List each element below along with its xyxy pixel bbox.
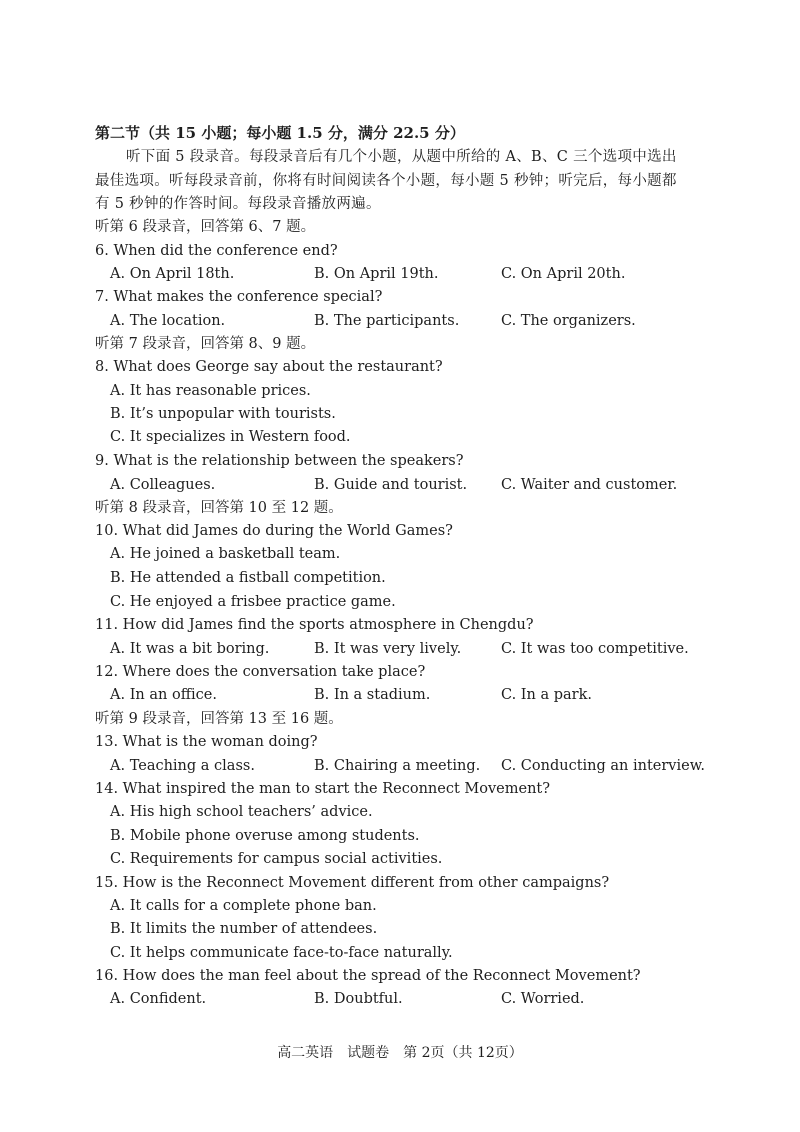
option-a: A. Colleagues. xyxy=(110,477,216,493)
option-b: B. It’s unpopular with tourists. xyxy=(110,406,336,422)
question-stem: 15. How is the Reconnect Movement different from other campaigns? xyxy=(95,875,610,891)
option-c: C. On April 20th. xyxy=(501,266,626,282)
option-b: B. Mobile phone overuse among students. xyxy=(110,828,420,844)
group-label: 听第 9 段录音，回答第 13 至 16 题。 xyxy=(95,711,343,727)
instructions-line-3: 有 5 秒钟的作答时间。每段录音播放两遍。 xyxy=(95,196,381,212)
option-a: A. Teaching a class. xyxy=(110,758,255,774)
group-label: 听第 6 段录音，回答第 6、7 题。 xyxy=(95,219,316,235)
question-stem: 9. What is the relationship between the speakers? xyxy=(95,453,464,469)
group-label: 听第 7 段录音，回答第 8、9 题。 xyxy=(95,336,316,352)
section-heading: 第二节（共 15 小题；每小题 1.5 分，满分 22.5 分） xyxy=(95,124,465,142)
option-a: A. It was a bit boring. xyxy=(110,641,270,657)
question-stem: 12. Where does the conversation take place? xyxy=(95,664,426,680)
option-c: C. Conducting an interview. xyxy=(501,758,706,774)
question-stem: 8. What does George say about the restaurant? xyxy=(95,359,443,375)
option-a: A. It has reasonable prices. xyxy=(110,383,311,399)
question-stem: 11. How did James find the sports atmosphere in Chengdu? xyxy=(95,617,534,633)
option-b: B. In a stadium. xyxy=(314,687,431,703)
option-b: B. It limits the number of attendees. xyxy=(110,921,378,937)
page-footer: 高二英语 试题卷 第 2页（共 12页） xyxy=(277,1045,523,1061)
option-b: B. Doubtful. xyxy=(314,991,403,1007)
option-c: C. Waiter and customer. xyxy=(501,477,678,493)
question-stem: 10. What did James do during the World Games? xyxy=(95,523,453,539)
option-a: A. He joined a basketball team. xyxy=(110,546,341,562)
option-b: B. Guide and tourist. xyxy=(314,477,468,493)
question-stem: 6. When did the conference end? xyxy=(95,243,338,259)
option-a: A. His high school teachers’ advice. xyxy=(110,804,373,820)
group-label: 听第 8 段录音，回答第 10 至 12 题。 xyxy=(95,500,343,516)
option-a: A. Confident. xyxy=(110,991,207,1007)
option-c: C. The organizers. xyxy=(501,313,636,329)
option-c: C. In a park. xyxy=(501,687,592,703)
option-c: C. He enjoyed a frisbee practice game. xyxy=(110,594,396,610)
option-a: A. The location. xyxy=(110,313,226,329)
option-b: B. On April 19th. xyxy=(314,266,439,282)
option-c: C. It specializes in Western food. xyxy=(110,429,351,445)
instructions-line-2: 最佳选项。听每段录音前，你将有时间阅读各个小题，每小题 5 秒钟；听完后，每小题都 xyxy=(95,173,677,189)
option-c: C. Requirements for campus social activities. xyxy=(110,851,443,867)
question-stem: 13. What is the woman doing? xyxy=(95,734,318,750)
instructions-line-1: 听下面 5 段录音。每段录音后有几个小题，从题中所给的 A、B、C 三个选项中选出 xyxy=(126,149,677,165)
option-c: C. Worried. xyxy=(501,991,585,1007)
option-b: B. It was very lively. xyxy=(314,641,462,657)
option-b: B. The participants. xyxy=(314,313,460,329)
option-a: A. In an office. xyxy=(110,687,217,703)
option-b: B. He attended a fistball competition. xyxy=(110,570,386,586)
question-stem: 16. How does the man feel about the spread of the Reconnect Movement? xyxy=(95,968,641,984)
option-c: C. It helps communicate face-to-face naturally. xyxy=(110,945,453,961)
option-a: A. On April 18th. xyxy=(110,266,235,282)
question-stem: 14. What inspired the man to start the Reconnect Movement? xyxy=(95,781,551,797)
question-stem: 7. What makes the conference special? xyxy=(95,289,383,305)
option-a: A. It calls for a complete phone ban. xyxy=(110,898,377,914)
option-b: B. Chairing a meeting. xyxy=(314,758,481,774)
option-c: C. It was too competitive. xyxy=(501,641,689,657)
